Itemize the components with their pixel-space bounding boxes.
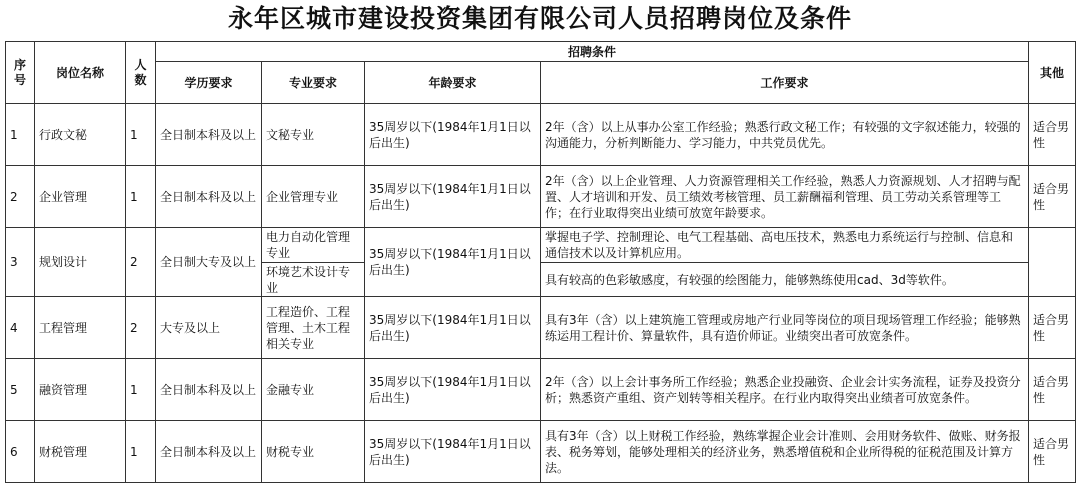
cell-count: 1	[126, 359, 156, 421]
header-work: 工作要求	[541, 62, 1029, 104]
header-education: 学历要求	[156, 62, 262, 104]
cell-other: 适合男性	[1029, 421, 1076, 483]
cell-major: 企业管理专业	[262, 166, 365, 228]
cell-education: 全日制本科及以上	[156, 166, 262, 228]
header-conditions: 招聘条件	[156, 42, 1029, 62]
cell-age: 35周岁以下(1984年1月1日以后出生)	[365, 104, 541, 166]
cell-major: 财税专业	[262, 421, 365, 483]
table-row	[6, 297, 1076, 359]
cell-position: 工程管理	[35, 297, 126, 359]
cell-work: 具有较高的色彩敏感度，有较强的绘图能力，能够熟练使用cad、3d等软件。	[541, 263, 1029, 297]
table-row	[6, 228, 1076, 263]
cell-age: 35周岁以下(1984年1月1日以后出生)	[365, 166, 541, 228]
cell-work: 具有3年（含）以上财税工作经验，熟练掌握企业会计准则、会用财务软件、做账、财务报表、税务筹划，能够处理相关的经济业务，熟悉增值税和企业所得税的征税范围及计算方法。	[541, 421, 1029, 483]
cell-other: 适合男性	[1029, 297, 1076, 359]
cell-seq: 5	[6, 359, 35, 421]
cell-education: 全日制本科及以上	[156, 359, 262, 421]
table-row	[6, 104, 1076, 166]
cell-other	[1029, 228, 1076, 297]
cell-major: 工程造价、工程管理、土木工程相关专业	[262, 297, 365, 359]
cell-major: 金融专业	[262, 359, 365, 421]
cell-education: 大专及以上	[156, 297, 262, 359]
cell-work: 2年（含）以上从事办公室工作经验；熟悉行政文秘工作；有较强的文字叙述能力，较强的沟通能力，分析判断能力、学习能力，中共党员优先。	[541, 104, 1029, 166]
header-row-top	[6, 42, 1076, 62]
cell-work: 2年（含）以上企业管理、人力资源管理相关工作经验，熟悉人力资源规划、人才招聘与配置、人才培训和开发、员工绩效考核管理、员工薪酬福利管理、员工劳动关系管理等工作；在行业取得突出业绩可放宽年龄要求。	[541, 166, 1029, 228]
cell-work: 具有3年（含）以上建筑施工管理或房地产行业同等岗位的项目现场管理工作经验；能够熟练运用工程计价、算量软件，具有造价师证。业绩突出者可放宽条件。	[541, 297, 1029, 359]
cell-age: 35周岁以下(1984年1月1日以后出生)	[365, 359, 541, 421]
cell-major: 电力自动化管理专业	[262, 228, 365, 263]
cell-major: 文秘专业	[262, 104, 365, 166]
cell-seq: 2	[6, 166, 35, 228]
header-other: 其他	[1029, 42, 1076, 104]
cell-seq: 6	[6, 421, 35, 483]
cell-age: 35周岁以下(1984年1月1日以后出生)	[365, 297, 541, 359]
cell-work: 掌握电子学、控制理论、电气工程基础、高电压技术，熟悉电力系统运行与控制、信息和通信技术以及计算机应用。	[541, 228, 1029, 263]
cell-position: 行政文秘	[35, 104, 126, 166]
header-age: 年龄要求	[365, 62, 541, 104]
cell-count: 2	[126, 228, 156, 297]
cell-education: 全日制大专及以上	[156, 228, 262, 297]
cell-age: 35周岁以下(1984年1月1日以后出生)	[365, 421, 541, 483]
cell-position: 企业管理	[35, 166, 126, 228]
table-row	[6, 166, 1076, 228]
cell-count: 1	[126, 421, 156, 483]
cell-count: 1	[126, 166, 156, 228]
header-position: 岗位名称	[35, 42, 126, 104]
cell-position: 规划设计	[35, 228, 126, 297]
cell-other: 适合男性	[1029, 359, 1076, 421]
recruitment-table	[5, 41, 1076, 483]
cell-other: 适合男性	[1029, 104, 1076, 166]
header-count: 人数	[126, 42, 156, 104]
cell-seq: 3	[6, 228, 35, 297]
header-row-sub	[6, 62, 1076, 104]
cell-other: 适合男性	[1029, 166, 1076, 228]
cell-work: 2年（含）以上会计事务所工作经验；熟悉企业投融资、企业会计实务流程，证券及投资分析；熟悉资产重组、资产划转等相关程序。在行业内取得突出业绩者可放宽条件。	[541, 359, 1029, 421]
header-seq: 序号	[6, 42, 35, 104]
cell-seq: 1	[6, 104, 35, 166]
cell-count: 2	[126, 297, 156, 359]
cell-position: 财税管理	[35, 421, 126, 483]
cell-major: 环境艺术设计专业	[262, 263, 365, 297]
table-row	[6, 359, 1076, 421]
cell-count: 1	[126, 104, 156, 166]
page-title: 永年区城市建设投资集团有限公司人员招聘岗位及条件	[227, 4, 852, 33]
header-major: 专业要求	[262, 62, 365, 104]
cell-seq: 4	[6, 297, 35, 359]
cell-education: 全日制本科及以上	[156, 104, 262, 166]
table-row	[6, 421, 1076, 483]
cell-education: 全日制本科及以上	[156, 421, 262, 483]
cell-position: 融资管理	[35, 359, 126, 421]
cell-age: 35周岁以下(1984年1月1日以后出生)	[365, 228, 541, 297]
